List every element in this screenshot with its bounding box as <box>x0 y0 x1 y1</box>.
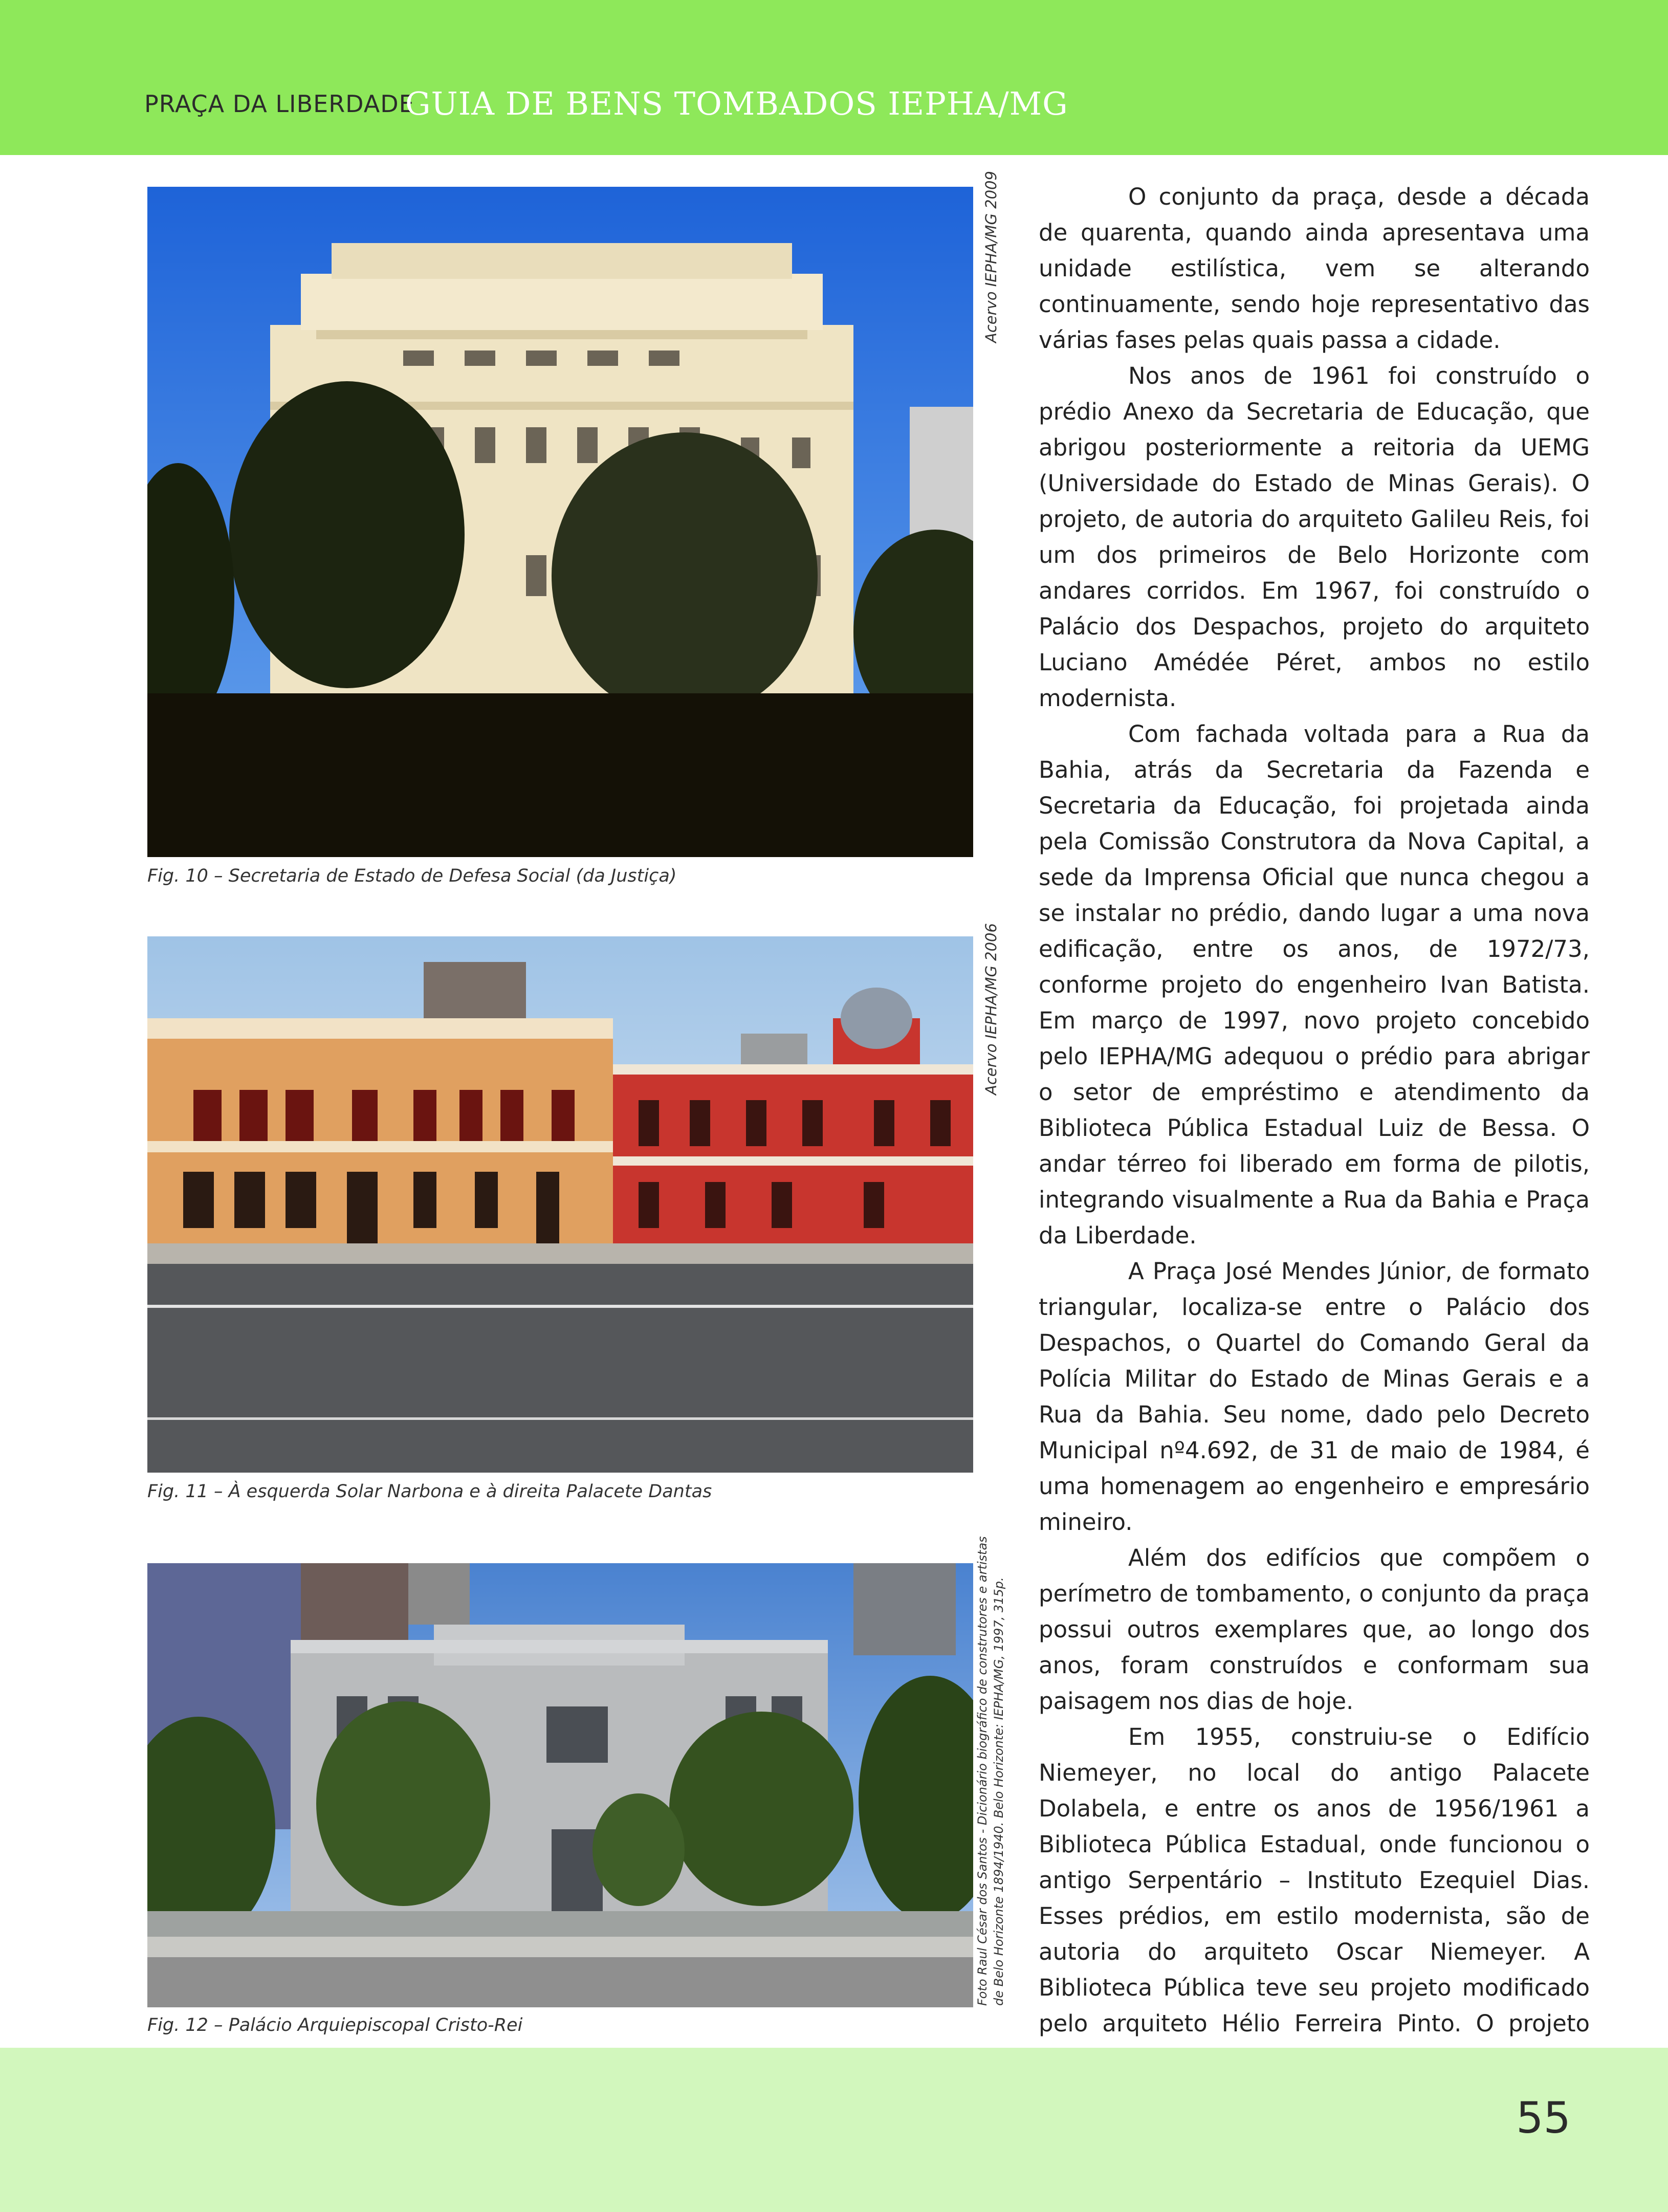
figure-12-caption: Fig. 12 – Palácio Arquiepiscopal Cristo-Rei <box>147 2015 523 2035</box>
figure-11-caption: Fig. 11 – À esquerda Solar Narbona e à direita Palacete Dantas <box>147 1481 712 1502</box>
figure-11-photo <box>147 936 973 1473</box>
body-text <box>1039 179 1590 2113</box>
page-header <box>0 0 1668 155</box>
paragraph: Com fachada voltada para a Rua da Bahia, atrás da Secretaria da Fazenda e Secretaria da Educação, foi projetada ainda pela Comissão Construtora da Nova Capital, a sede da Imprensa Oficial que nunca chegou a se instalar no prédio, dando lugar a uma nova edificação, entre os anos, de 1972/73, conforme projeto do engenheiro Ivan Batista. Em março de 1997, novo projeto concebido pelo IEPHA/MG adequou o prédio para abrigar o setor de empréstimo e atendimento da Biblioteca Pública Estadual Luiz de Bessa. O andar térreo foi liberado em forma de pilotis, integrando visualmente a Rua da Bahia e Praça da Liberdade. <box>1039 720 1590 1249</box>
paragraph: O conjunto da praça, desde a década de quarenta, quando ainda apresentava uma unidade estilística, vem se alterando continuamente, sendo hoje representativo das várias fases pelas quais passa a cidade. <box>1039 183 1590 354</box>
paragraph: Em 1955, construiu-se o Edifício Niemeyer, no local do antigo Palacete Dolabela, e entre os anos de 1956/1961 a Biblioteca Pública Estadual, onde funcionou o antigo Serpentário – Instituto Ezequiel Dias. Esses prédios, em estilo modernista, são de autoria do arquiteto Oscar Niemeyer. A Biblioteca Pública teve seu projeto modificado pelo arquiteto Hélio Ferreira Pinto. O projeto <box>1039 1723 1590 2037</box>
figure-10-photo <box>147 187 973 857</box>
figure-12-credit-line1: Foto Raul César dos Santos - Dicionário biográfico de construtores e artistas <box>975 1536 990 2006</box>
figure-12-photo <box>147 1563 973 2007</box>
page-footer <box>0 2048 1668 2212</box>
figure-10-caption: Fig. 10 – Secretaria de Estado de Defesa Social (da Justiça) <box>147 866 677 886</box>
paragraph: Nos anos de 1961 foi construído o prédio Anexo da Secretaria de Educação, que abrigou posteriormente a reitoria da UEMG (Universidade do Estado de Minas Gerais). O projeto, de autoria do arquiteto Galileu Reis, foi um dos primeiros de Belo Horizonte com andares corridos. Em 1967, foi construído o Palácio dos Despachos, projeto do arquiteto Luciano Amédée Péret, ambos no estilo modernista. <box>1039 362 1590 712</box>
figure-11-credit: Acervo IEPHA/MG 2006 <box>982 923 1000 1095</box>
guide-title: GUIA DE BENS TOMBADOS IEPHA/MG <box>405 85 1068 122</box>
page-number: 55 <box>1516 2093 1571 2143</box>
figure-10-credit: Acervo IEPHA/MG 2009 <box>982 171 1000 343</box>
section-title: PRAÇA DA LIBERDADE <box>144 90 414 118</box>
paragraph: A Praça José Mendes Júnior, de formato triangular, localiza-se entre o Palácio dos Despachos, o Quartel do Comando Geral da Polícia Militar do Estado de Minas Gerais e a Rua da Bahia. Seu nome, dado pelo Decreto Municipal nº4.692, de 31 de maio de 1984, é uma homenagem ao engenheiro e empresário mineiro. <box>1039 1258 1590 1536</box>
figure-12-credit-line2: de Belo Horizonte 1894/1940. Belo Horizonte: IEPHA/MG, 1997, 315p. <box>992 1577 1006 2006</box>
paragraph: Além dos edifícios que compõem o perímetro de tombamento, o conjunto da praça possui outros exemplares que, ao longo dos anos, foram construídos e conformam sua paisagem nos dias de hoje. <box>1039 1544 1590 1715</box>
